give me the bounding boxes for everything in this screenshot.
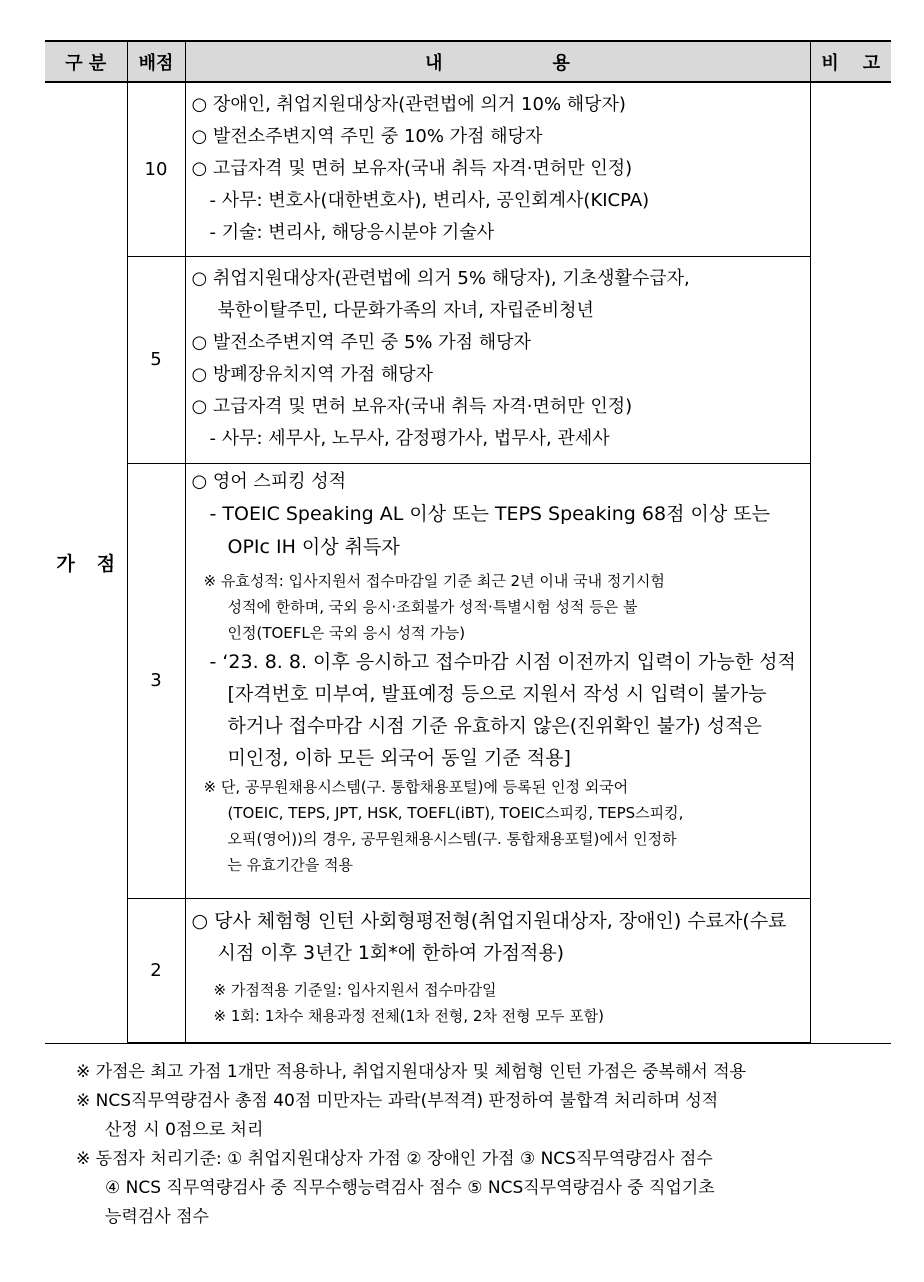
header-content: 내 용 xyxy=(185,41,810,82)
note-item: ※ 가점적용 기준일: 입사지원서 접수마감일 xyxy=(213,980,497,999)
footer-note: ※ 가점은 최고 가점 1개만 적용하나, 취업지원대상자 및 체험형 인턴 가점은 중복해서 적용 xyxy=(76,1062,747,1082)
table-row xyxy=(45,82,891,256)
score-cell: 3 xyxy=(127,463,185,898)
remark-cell xyxy=(810,82,891,1043)
header-remark: 비 고 xyxy=(810,41,891,82)
note-item: (TOEIC, TEPS, JPT, HSK, TOEFL(iBT), TOEIC스피킹, TEPS스피킹, xyxy=(227,803,684,822)
note-item: ※ 1회: 1차수 채용과정 전체(1차 전형, 2차 전형 모두 포함) xyxy=(213,1006,604,1025)
category-cell: 가 점 xyxy=(45,82,127,1043)
content-cell xyxy=(185,256,810,463)
list-item: - ‘23. 8. 8. 이후 응시하고 접수마감 시점 이전까지 입력이 가능한 성적 xyxy=(209,650,796,673)
footer-note: ④ NCS 직무역량검사 중 직무수행능력검사 점수 ⑤ NCS직무역량검사 중 직업기초 xyxy=(105,1178,715,1198)
list-item: - 기술: 변리사, 해당응시분야 기술사 xyxy=(209,222,495,243)
footer-notes xyxy=(76,1058,888,1232)
list-item: OPIc IH 이상 취득자 xyxy=(227,535,400,558)
content-cell xyxy=(185,82,810,256)
note-item: 인정(TOEFL은 국외 응시 성적 가능) xyxy=(227,623,466,642)
footer-note: 산정 시 0점으로 처리 xyxy=(105,1120,264,1140)
list-item: ○ 영어 스피킹 성적 xyxy=(191,470,347,492)
list-item: ○ 장애인, 취업지원대상자(관련법에 의거 10% 해당자) xyxy=(191,94,626,115)
content-cell xyxy=(185,463,810,898)
footer-note: ※ 동점자 처리기준: ① 취업지원대상자 가점 ② 장애인 가점 ③ NCS직무역량검사 점수 xyxy=(76,1149,713,1169)
list-item: - TOEIC Speaking AL 이상 또는 TEPS Speaking 68점 이상 또는 xyxy=(209,502,770,525)
list-item: [자격번호 미부여, 발표예정 등으로 지원서 작성 시 입력이 불가능 xyxy=(227,682,767,705)
score-cell: 5 xyxy=(127,256,185,463)
score-cell: 2 xyxy=(127,898,185,1043)
header-category: 구 분 xyxy=(45,41,127,82)
content-cell xyxy=(185,898,810,1043)
list-item: ○ 방폐장유치지역 가점 해당자 xyxy=(191,363,434,385)
footer-note: 능력검사 점수 xyxy=(105,1207,209,1227)
note-item: ※ 단, 공무원채용시스템(구. 통합채용포털)에 등록된 인정 외국어 xyxy=(203,777,629,796)
list-item: - 사무: 변호사(대한변호사), 변리사, 공인회계사(KICPA) xyxy=(209,190,650,211)
table-header-row xyxy=(45,41,891,82)
footer-note: ※ NCS직무역량검사 총점 40점 미만자는 과락(부적격) 판정하여 불합격 처리하며 성적 xyxy=(76,1091,719,1111)
table-row xyxy=(45,898,891,1043)
table-row xyxy=(45,256,891,463)
note-item: 오픽(영어))의 경우, 공무원채용시스템(구. 통합채용포털)에서 인정하 xyxy=(227,829,677,848)
list-item: ○ 고급자격 및 면허 보유자(국내 취득 자격·면허만 인정) xyxy=(191,395,633,417)
list-item: ○ 당사 체험형 인턴 사회형평전형(취업지원대상자, 장애인) 수료자(수료 xyxy=(191,909,787,932)
note-item: ※ 유효성적: 입사지원서 접수마감일 기준 최근 2년 이내 국내 정기시험 xyxy=(203,571,665,590)
score-cell: 10 xyxy=(127,82,185,256)
list-item: - 사무: 세무사, 노무사, 감정평가사, 법무사, 관세사 xyxy=(209,427,610,449)
header-score: 배점 xyxy=(127,41,185,82)
note-item: 는 유효기간을 적용 xyxy=(227,855,353,874)
list-item: ○ 발전소주변지역 주민 중 5% 가점 해당자 xyxy=(191,331,531,353)
list-item: 미인정, 이하 모든 외국어 동일 기준 적용] xyxy=(227,746,571,769)
note-item: 성적에 한하며, 국외 응시·조회불가 성적·특별시험 성적 등은 불 xyxy=(227,597,638,616)
list-item: 시점 이후 3년간 1회*에 한하여 가점적용) xyxy=(217,941,565,964)
table-row xyxy=(45,463,891,898)
bonus-points-table xyxy=(45,40,891,1044)
list-item: ○ 취업지원대상자(관련법에 의거 5% 해당자), 기초생활수급자, xyxy=(191,267,690,289)
list-item: 하거나 접수마감 시점 기준 유효하지 않은(진위확인 불가) 성적은 xyxy=(227,714,762,737)
list-item: ○ 고급자격 및 면허 보유자(국내 취득 자격·면허만 인정) xyxy=(191,158,633,179)
list-item: ○ 발전소주변지역 주민 중 10% 가점 해당자 xyxy=(191,126,543,147)
list-item: 북한이탈주민, 다문화가족의 자녀, 자립준비청년 xyxy=(217,299,594,321)
